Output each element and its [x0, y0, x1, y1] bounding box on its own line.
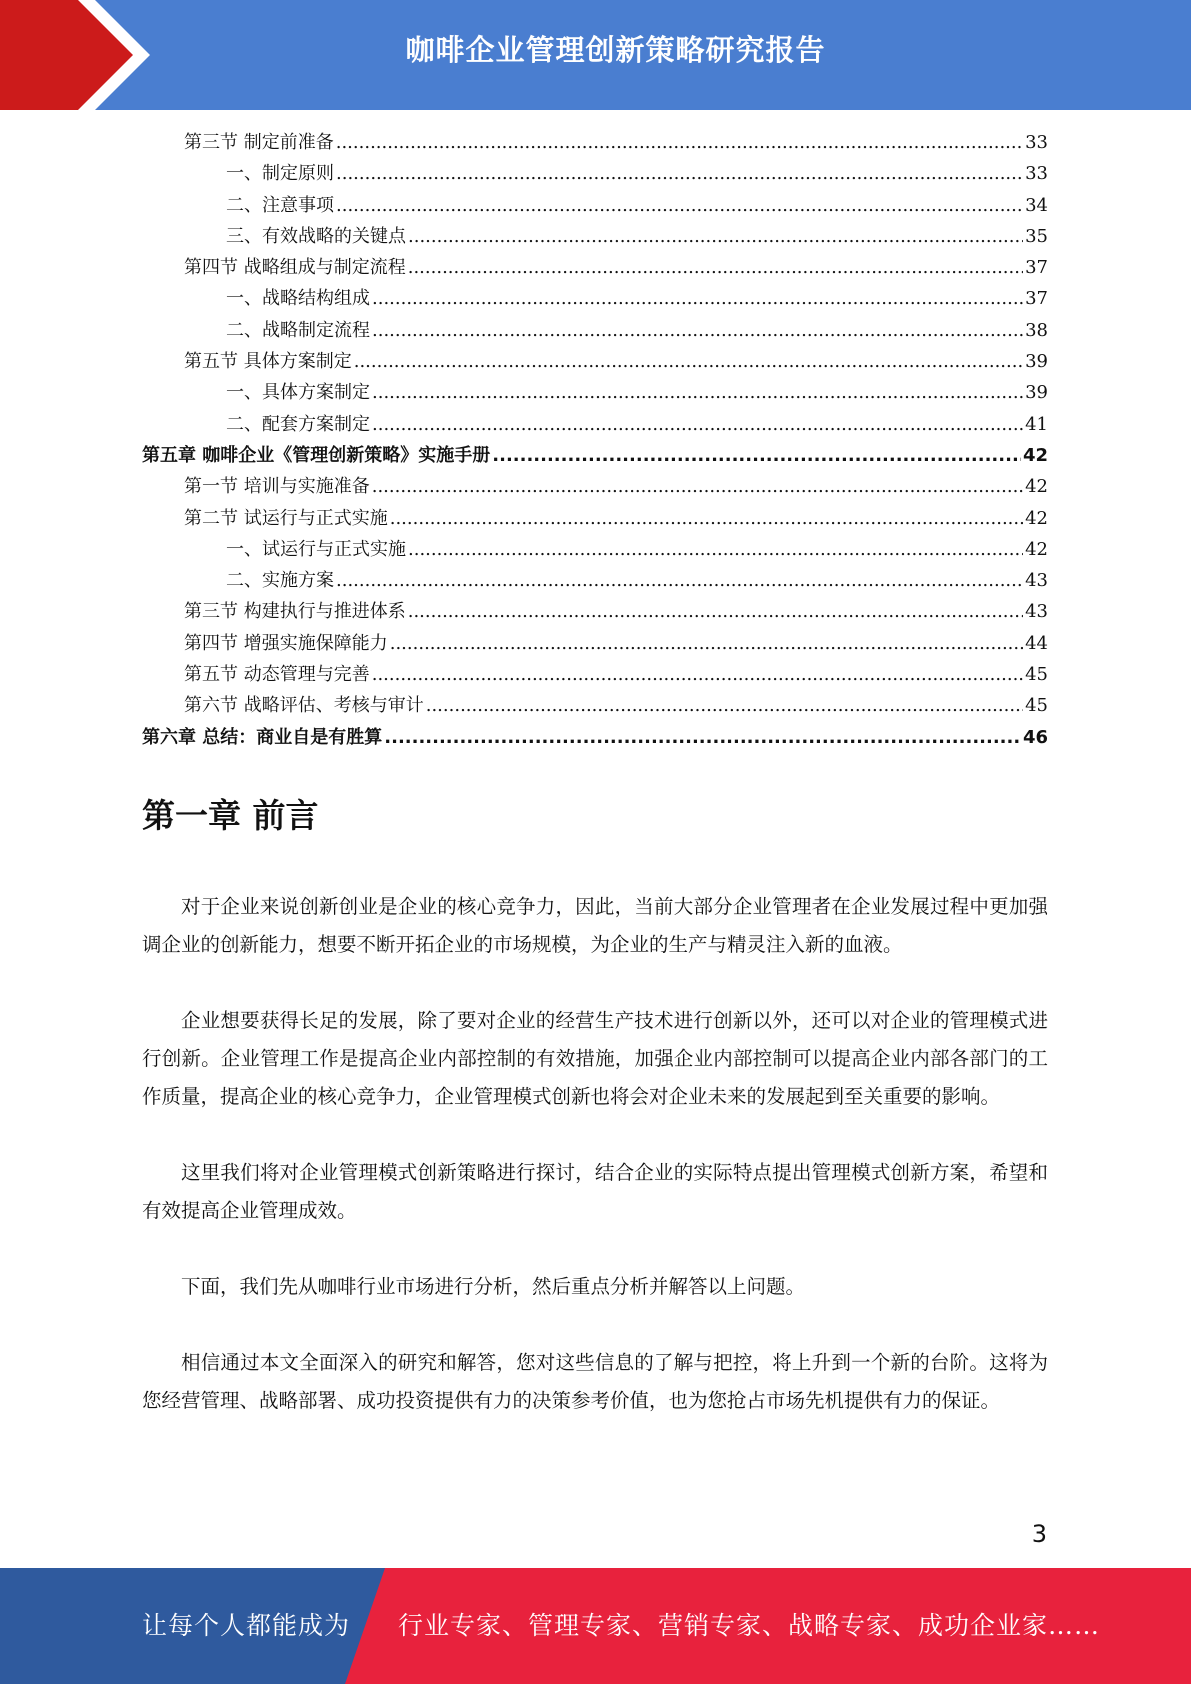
toc-entry-title: 第五章 咖啡企业《管理创新策略》实施手册: [142, 444, 491, 466]
toc-entry-page: 39: [1025, 382, 1048, 404]
paragraph: 下面，我们先从咖啡行业市场进行分析，然后重点分析并解答以上问题。: [181, 1275, 806, 1298]
paragraph: 对于企业来说创新创业是企业的核心竞争力，因此，当前大部分企业管理者在企业发展过程中更加强调企业的创新能力，想要不断开拓企业的市场规模，为企业的生产与精灵注入新的血液。: [142, 895, 1048, 956]
toc-entry[interactable]: [142, 629, 1048, 660]
chapter-heading: 第一章 前言: [142, 796, 319, 835]
toc-entry-title: 第一节 培训与实施准备: [184, 476, 370, 498]
toc-entry[interactable]: [142, 660, 1048, 691]
toc-entry[interactable]: [142, 128, 1048, 159]
toc-entry[interactable]: [142, 378, 1048, 409]
toc-entry[interactable]: [142, 222, 1048, 253]
toc-leader-dots: [390, 508, 1023, 529]
toc-entry-title: 第六章 总结：商业自是有胜算: [142, 726, 383, 748]
page-header: [0, 0, 1191, 110]
toc-leader-dots: [426, 695, 1023, 716]
toc-entry[interactable]: [142, 566, 1048, 597]
toc-entry-title: 第六节 战略评估、考核与审计: [184, 695, 424, 717]
toc-entry[interactable]: [142, 441, 1048, 472]
toc-entry-title: 第二节 试运行与正式实施: [184, 507, 388, 529]
page-number: 3: [1031, 1520, 1047, 1548]
toc-entry-title: 三、有效战略的关键点: [226, 225, 406, 247]
table-of-contents: [142, 128, 1048, 754]
toc-entry[interactable]: [142, 504, 1048, 535]
toc-entry[interactable]: [142, 253, 1048, 284]
toc-entry-title: 一、战略结构组成: [226, 288, 370, 310]
toc-leader-dots: [408, 539, 1023, 560]
toc-entry[interactable]: [142, 410, 1048, 441]
toc-entry[interactable]: [142, 347, 1048, 378]
toc-entry-page: 33: [1025, 163, 1048, 185]
toc-entry-page: 33: [1025, 132, 1048, 153]
toc-entry[interactable]: [142, 316, 1048, 347]
toc-entry-title: 二、战略制定流程: [226, 319, 370, 341]
toc-entry-title: 二、配套方案制定: [226, 413, 370, 435]
toc-entry-page: 37: [1025, 257, 1048, 279]
toc-entry-page: 42: [1025, 538, 1048, 560]
toc-entry[interactable]: [142, 723, 1048, 754]
toc-entry-title: 一、试运行与正式实施: [226, 538, 406, 560]
toc-leader-dots: [336, 132, 1023, 153]
toc-entry-page: 38: [1025, 319, 1048, 341]
toc-leader-dots: [372, 320, 1023, 341]
toc-leader-dots: [354, 351, 1023, 372]
toc-entry-title: 二、注意事项: [226, 194, 334, 216]
toc-leader-dots: [372, 414, 1023, 435]
toc-entry-title: 第三节 制定前准备: [184, 132, 334, 153]
paragraph: 企业想要获得长足的发展，除了要对企业的经营生产技术进行创新以外，还可以对企业的管理模式进行创新。企业管理工作是提高企业内部控制的有效措施，加强企业内部控制可以提高企业内部各部门的工作质量，提高企业的核心竞争力，企业管理模式创新也将会对企业未来的发展起到至关重要的影响。: [142, 1009, 1048, 1108]
toc-leader-dots: [408, 257, 1023, 278]
page-footer: [0, 1568, 1191, 1684]
toc-entry[interactable]: [142, 691, 1048, 722]
toc-entry-page: 34: [1025, 194, 1048, 216]
toc-entry[interactable]: [142, 535, 1048, 566]
toc-entry[interactable]: [142, 472, 1048, 503]
toc-entry-title: 第四节 增强实施保障能力: [184, 632, 388, 654]
toc-entry-page: 37: [1025, 288, 1048, 310]
toc-entry-title: 第四节 战略组成与制定流程: [184, 257, 406, 279]
toc-entry-title: 二、实施方案: [226, 570, 334, 592]
toc-entry-title: 第三节 构建执行与推进体系: [184, 601, 406, 623]
toc-entry-page: 46: [1022, 726, 1048, 748]
toc-entry-page: 45: [1025, 664, 1048, 686]
toc-entry-page: 43: [1025, 570, 1048, 592]
toc-leader-dots: [372, 382, 1023, 403]
footer-slogan-left: 让每个人都能成为: [142, 1611, 351, 1640]
footer-slogan-right: 行业专家、管理专家、营销专家、战略专家、成功企业家……: [398, 1611, 1101, 1640]
paragraph: 这里我们将对企业管理模式创新策略进行探讨，结合企业的实际特点提出管理模式创新方案，希望和有效提高企业管理成效。: [142, 1161, 1048, 1222]
toc-entry[interactable]: [142, 597, 1048, 628]
toc-entry[interactable]: [142, 284, 1048, 315]
toc-entry-page: 42: [1025, 476, 1048, 498]
toc-leader-dots: [372, 664, 1023, 685]
toc-entry-title: 第五节 动态管理与完善: [184, 664, 370, 686]
document-title: 咖啡企业管理创新策略研究报告: [405, 33, 826, 67]
toc-leader-dots: [336, 195, 1023, 216]
toc-leader-dots: [390, 633, 1023, 654]
toc-leader-dots: [408, 601, 1023, 622]
toc-entry-page: 42: [1025, 507, 1048, 529]
toc-entry-title: 第五节 具体方案制定: [184, 351, 352, 373]
toc-leader-dots: [336, 163, 1023, 184]
paragraph: 相信通过本文全面深入的研究和解答，您对这些信息的了解与把控，将上升到一个新的台阶。这将为您经营管理、战略部署、成功投资提供有力的决策参考价值，也为您抢占市场先机提供有力的保证。: [142, 1351, 1048, 1412]
toc-entry[interactable]: [142, 191, 1048, 222]
toc-entry-page: 39: [1025, 351, 1048, 373]
toc-leader-dots: [384, 727, 1021, 748]
toc-entry-page: 43: [1025, 601, 1048, 623]
toc-entry-page: 45: [1025, 695, 1048, 717]
toc-leader-dots: [336, 570, 1023, 591]
toc-leader-dots: [372, 288, 1023, 309]
toc-leader-dots: [408, 226, 1023, 247]
toc-leader-dots: [372, 476, 1023, 497]
toc-entry-title: 一、制定原则: [226, 163, 334, 185]
body-text: [142, 888, 1048, 1458]
toc-entry-page: 35: [1025, 225, 1048, 247]
toc-entry[interactable]: [142, 159, 1048, 190]
toc-leader-dots: [492, 445, 1021, 466]
toc-entry-page: 44: [1025, 632, 1048, 654]
toc-entry-page: 42: [1022, 444, 1048, 466]
toc-entry-page: 41: [1025, 413, 1048, 435]
toc-entry-title: 一、具体方案制定: [226, 382, 370, 404]
